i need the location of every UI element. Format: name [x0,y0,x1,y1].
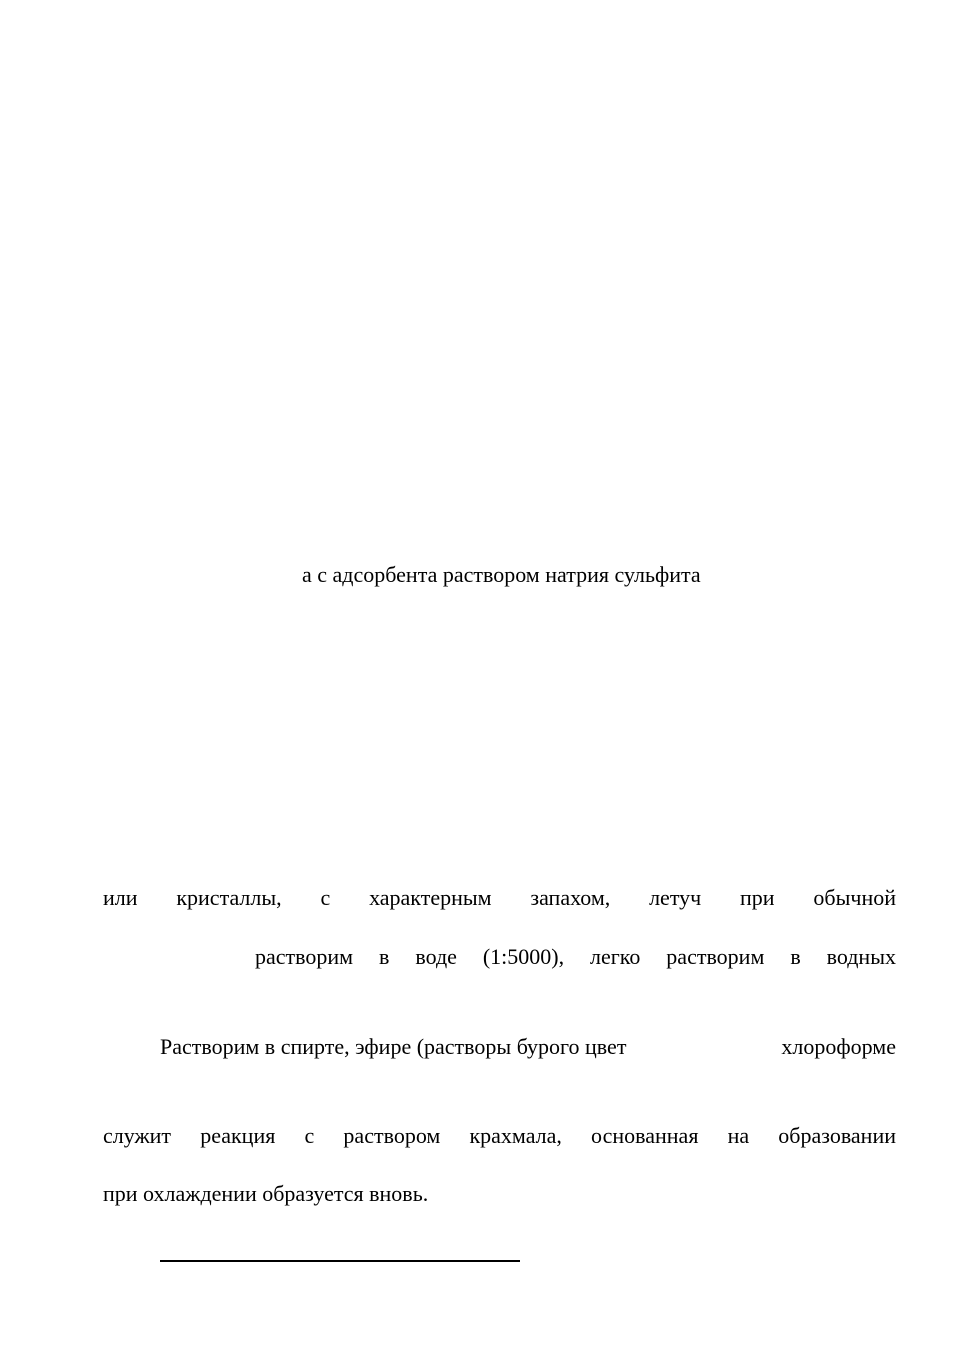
paragraph-2-text-right: хлороформе [781,1034,896,1059]
paragraph-1-line-1: или кристаллы, с характерным запахом, летуч при обычной [103,885,896,910]
footnote-separator [160,1260,520,1262]
paragraph-3-line-2: при охлаждении образуется вновь. [103,1181,429,1206]
paragraph-2-text-left: Растворим в спирте, эфире (растворы бурого цвет [160,1034,627,1059]
paragraph-2-line-1 [160,1036,896,1058]
paragraph-3-line-1: служит реакция с раствором крахмала, основанная на образовании [103,1123,896,1148]
paragraph-1-line-2: растворим в воде (1:5000), легко растворим в водных [255,944,896,969]
fragment-text-line: а с адсорбента раствором натрия сульфита [302,562,701,587]
